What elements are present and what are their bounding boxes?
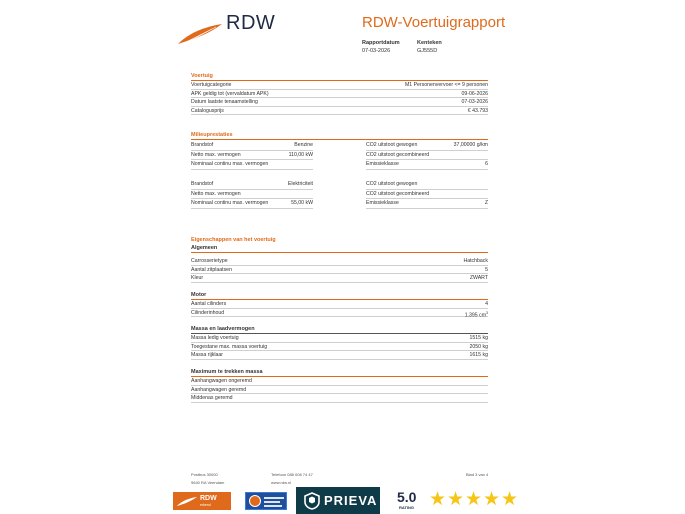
footer-postcode: 9640 RA Veendam (191, 480, 225, 485)
table-row: Massa rijklaar 1615 kg (191, 352, 488, 358)
footer-telefoon: Telefoon 088 008 74 47 (271, 472, 313, 477)
table-row: Carrosserietype Hatchback (191, 258, 488, 264)
algemeen-subtitle: Algemeen (191, 245, 218, 251)
certification-seal-icon (249, 495, 261, 507)
badge-line (264, 505, 282, 507)
footer-postbus: Postbus 30000 (191, 472, 218, 477)
table-row: Catalogusprijs € 43.793 (191, 107, 488, 114)
table-row: Emissieklasse Z (366, 199, 488, 209)
star-icon: ★ (465, 489, 483, 510)
table-row: Aantal zitplaatsen 5 (191, 266, 488, 273)
table-row: Toegestane max. massa voertuig 2050 kg (191, 343, 488, 350)
table-row: Datum laatste tenaamstelling 07-03-2026 (191, 99, 488, 105)
rapportdatum-value: 07-03-2026 (362, 48, 391, 54)
table-row: CO2 uitstoot gewogen 37,00000 g/km (366, 141, 488, 151)
divider (191, 252, 488, 253)
table-row: Aantal cilinders 4 (191, 301, 488, 307)
prieva-label: PRIEVA (324, 493, 378, 508)
review-banner[interactable] (161, 487, 524, 514)
table-row: Aanhangwagen geremd (191, 386, 488, 395)
star-icon: ★ (501, 489, 519, 510)
table-row: Netto max. vermogen 110,00 kW (191, 151, 313, 161)
logo-text: RDW (226, 12, 276, 34)
star-icon: ★ (447, 489, 465, 510)
rdw-badge-sublabel: erkend (200, 503, 211, 507)
trekken-subtitle: Maximum te trekken massa (191, 369, 263, 375)
table-row: Nominaal continu max. vermogen 55,00 kW (191, 199, 313, 209)
rdw-wing-logo-icon (176, 22, 224, 46)
rdw-badge-label: RDW (200, 495, 217, 502)
table-row: Brandstof Benzine (191, 141, 313, 151)
star-icon: ★ (429, 489, 447, 510)
eigenschappen-section-title: Eigenschappen van het voertuig (191, 237, 276, 243)
table-row: APK geldig tot (vervaldatum APK) 09-06-2026 (191, 90, 488, 97)
table-row: CO2 uitstoot gecombineerd (366, 190, 488, 200)
badge-line (264, 501, 280, 503)
massa-subtitle: Massa en laadvermogen (191, 326, 255, 332)
motor-subtitle: Motor (191, 292, 207, 298)
milieu-section-title: Milieuprestaties (191, 132, 233, 138)
rdw-wing-icon (176, 496, 198, 507)
document-title: RDW-Voertuigrapport (362, 14, 506, 31)
certification-badge (245, 492, 287, 510)
star-icon: ★ (483, 489, 501, 510)
table-row: Aanhangwagen ongeremd (191, 377, 488, 386)
rating-label: RATING (399, 505, 415, 510)
table-row: Middenas geremd (191, 394, 488, 403)
rdw-erkend-badge (173, 492, 231, 510)
kenteken-value: GJ555D (417, 48, 438, 54)
prieva-shield-icon (304, 492, 320, 510)
voertuig-section-title: Voertuig (191, 73, 213, 79)
table-row: Nominaal continu max. vermogen (191, 160, 313, 170)
badge-line (264, 497, 284, 499)
divider (191, 139, 488, 140)
table-row: Kleur ZWART (191, 275, 488, 281)
table-row: Cilinderinhoud 1.395 $cm^3$ (191, 309, 488, 319)
table-row: Voertuigcategorie M1 Personenvervoer <= 9 personen (191, 82, 488, 88)
table-row: CO2 uitstoot gewogen (366, 180, 488, 190)
table-row: Netto max. vermogen (191, 190, 313, 200)
table-row: CO2 uitstoot gecombineerd (366, 151, 488, 161)
table-row: Brandstof Elektriciteit (191, 180, 313, 190)
prieva-brand[interactable] (296, 487, 380, 514)
rating-box (385, 487, 524, 514)
kenteken-label: Kenteken (417, 40, 442, 46)
table-row: Emissieklasse 6 (366, 160, 488, 170)
rapportdatum-label: Rapportdatum (362, 40, 400, 46)
table-row: Massa ledig voertuig 1515 kg (191, 335, 488, 341)
rating-value: 5.0 (397, 489, 417, 505)
footer-website-link[interactable]: www.rdw.nl (271, 480, 292, 485)
footer-page-number: Blad 3 van 4 (466, 472, 489, 477)
